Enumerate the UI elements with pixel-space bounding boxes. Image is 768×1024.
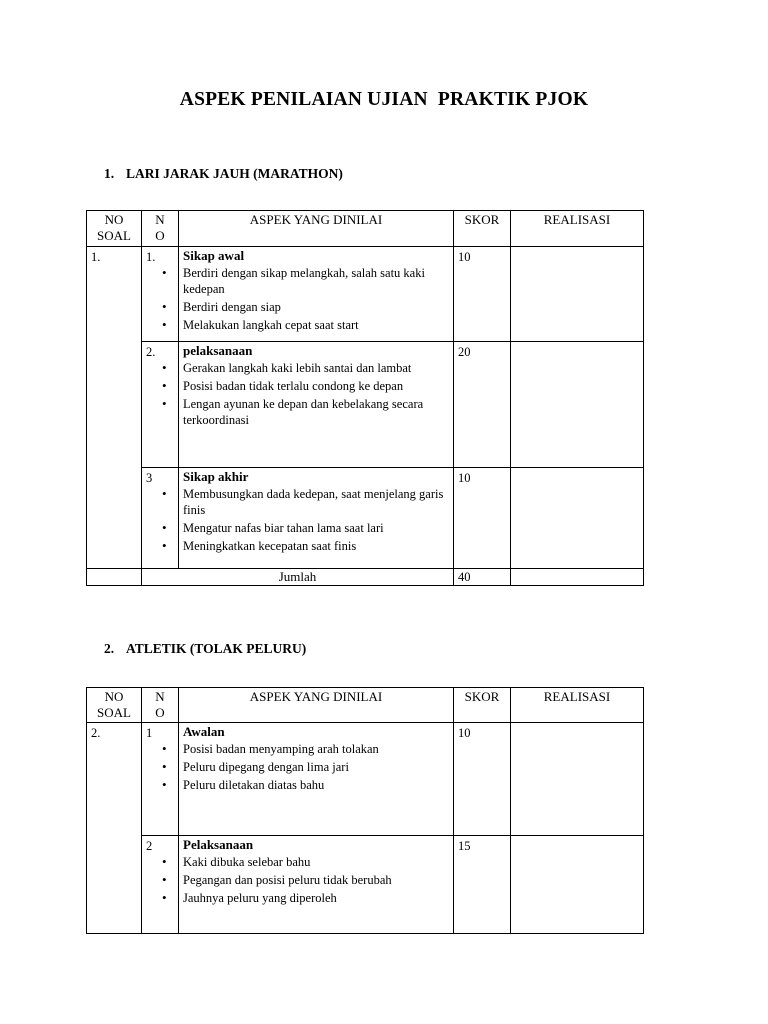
table-header-row	[87, 211, 644, 247]
section-number: 1.	[104, 166, 115, 181]
aspek-title: Pelaksanaan	[183, 837, 254, 852]
aspek-list	[183, 741, 449, 793]
cell-no-soal: 2.	[87, 723, 142, 934]
cell-no-soal: 1.	[87, 247, 142, 569]
cell-realisasi[interactable]	[511, 468, 644, 569]
cell-realisasi[interactable]	[511, 836, 644, 934]
header-no-soal	[87, 211, 142, 247]
header-skor: SKOR	[454, 688, 511, 723]
cell-skor: 10	[454, 247, 511, 342]
cell-skor: 10	[454, 723, 511, 836]
header-aspek: ASPEK YANG DINILAI	[179, 688, 454, 723]
aspek-title: Awalan	[183, 724, 225, 739]
list-item: • Membusungkan dada kedepan, saat menjelang garis finis	[183, 486, 449, 518]
aspek-title: Sikap awal	[183, 248, 245, 263]
table-row	[87, 247, 644, 342]
header-no-soal-line2: SOAL	[97, 705, 131, 720]
aspek-title: Sikap akhir	[183, 469, 249, 484]
header-no-soal-line1: NO	[104, 212, 124, 227]
cell-skor: 15	[454, 836, 511, 934]
header-no-line2: O	[155, 228, 165, 243]
cell-no: 2	[142, 836, 179, 934]
cell-skor: 10	[454, 468, 511, 569]
cell-no: 2.	[142, 342, 179, 468]
cell-aspek	[179, 247, 454, 342]
cell-no: 1.	[142, 247, 179, 342]
section-title: LARI JARAK JAUH (MARATHON)	[126, 166, 343, 181]
cell-aspek	[179, 723, 454, 836]
section-heading	[104, 641, 306, 657]
table-row	[87, 723, 644, 836]
document-title: ASPEK PENILAIAN UJIAN PRAKTIK PJOK	[179, 89, 589, 110]
table-row	[87, 342, 644, 468]
list-item: • Pegangan dan posisi peluru tidak berubah	[183, 872, 449, 888]
table-row	[87, 836, 644, 934]
header-realisasi: REALISASI	[511, 211, 644, 247]
cell-aspek	[179, 468, 454, 569]
header-no-line2: O	[155, 705, 165, 720]
cell-realisasi[interactable]	[511, 342, 644, 468]
list-item: • Meningkatkan kecepatan saat finis	[183, 538, 449, 554]
header-realisasi: REALISASI	[511, 688, 644, 723]
list-item: • Melakukan langkah cepat saat start	[183, 317, 449, 333]
aspek-list	[183, 486, 449, 554]
section-number: 2.	[104, 641, 115, 656]
header-no	[142, 688, 179, 723]
section-title: ATLETIK (TOLAK PELURU)	[126, 641, 307, 656]
table-header-row	[87, 688, 644, 723]
table-row	[87, 468, 644, 569]
list-item: • Kaki dibuka selebar bahu	[183, 854, 449, 870]
assessment-table	[86, 687, 644, 934]
list-item: • Jauhnya peluru yang diperoleh	[183, 890, 449, 906]
list-item: • Posisi badan menyamping arah tolakan	[183, 741, 449, 757]
cell-realisasi[interactable]	[511, 723, 644, 836]
header-skor: SKOR	[454, 211, 511, 247]
cell-no: 3	[142, 468, 179, 569]
cell-realisasi[interactable]	[511, 569, 644, 586]
aspek-list	[183, 265, 449, 333]
aspek-list	[183, 854, 449, 906]
cell-aspek	[179, 836, 454, 934]
section-heading	[104, 166, 343, 182]
header-no-soal-line1: NO	[104, 689, 124, 704]
header-no-line1: N	[155, 689, 165, 704]
header-aspek: ASPEK YANG DINILAI	[179, 211, 454, 247]
cell-realisasi[interactable]	[511, 247, 644, 342]
list-item: • Posisi badan tidak terlalu condong ke depan	[183, 378, 449, 394]
list-item: • Peluru dipegang dengan lima jari	[183, 759, 449, 775]
header-no-soal-line2: SOAL	[97, 228, 131, 243]
total-row	[87, 569, 644, 586]
list-item: • Berdiri dengan sikap melangkah, salah satu kaki kedepan	[183, 265, 449, 297]
cell-empty	[87, 569, 142, 586]
aspek-list	[183, 360, 449, 428]
total-label: Jumlah	[142, 569, 454, 586]
assessment-table	[86, 210, 644, 586]
list-item: • Peluru diletakan diatas bahu	[183, 777, 449, 793]
aspek-title: pelaksanaan	[183, 343, 253, 358]
list-item: • Gerakan langkah kaki lebih santai dan lambat	[183, 360, 449, 376]
cell-skor: 20	[454, 342, 511, 468]
header-no	[142, 211, 179, 247]
total-value: 40	[454, 569, 511, 586]
list-item: • Berdiri dengan siap	[183, 299, 449, 315]
header-no-soal	[87, 688, 142, 723]
list-item: • Mengatur nafas biar tahan lama saat lari	[183, 520, 449, 536]
list-item: • Lengan ayunan ke depan dan kebelakang secara terkoordinasi	[183, 396, 449, 428]
header-no-line1: N	[155, 212, 165, 227]
cell-no: 1	[142, 723, 179, 836]
cell-aspek	[179, 342, 454, 468]
